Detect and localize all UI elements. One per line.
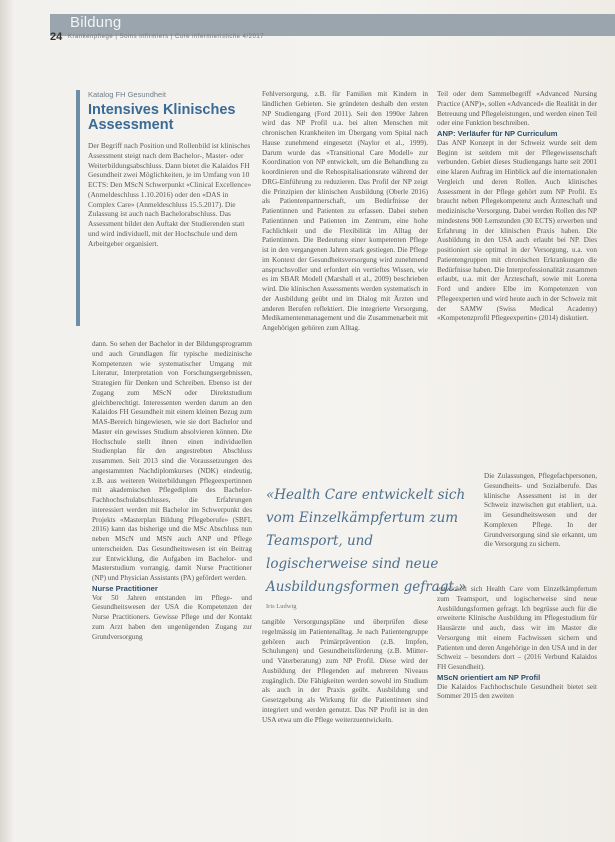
section-header-band — [50, 14, 615, 36]
column-2-bottom — [262, 618, 428, 840]
column-2-bottom-body: tangible Versorgungspläne und überprüfen diese regelmässig im Patientenalltag. Je nach Patientengruppe gehören auch Primärprävention (z.B. Impfen, Schulungen) und Gesundheitsförderung (z.B. Mütter- und Väterberatung) zum NP Profil. Diese wird der Ausbildung der Pflegenden auf mehreren Niveaus zugänglich. Die Fähigkeiten werden sowohl im Studium als auch in der Praxis geübt. Ausbildung und Gesetzgebung als Wirkung für die Patientinnen sind integriert und werden genutzt. Das NP Profil ist in den USA etwa um die Pflege weiterzuentwickeln. — [262, 618, 428, 724]
column-3-msc-body: Die Kalaidos Fachhochschule Gesundheit bietet seit Sommer 2015 den zweiten — [437, 682, 597, 701]
article-title: Intensives Klinisches Assessment — [88, 102, 236, 133]
column-1-np-body: Vor 50 Jahren entstanden im Pflege- und Gesundheitswesen der USA die Kompetenzen der Nurse Practitioners. Gewisse Pflege und der Kontakt zum Arzt haben den ungenügenden Zugang zur Grundversorgung — [92, 593, 252, 641]
pull-quote: «Health Care entwickelt sich vom Einzelkämpfertum zum Teamsport, und logischerweise sind neue Ausbildungsformen gefragt.» — [266, 487, 467, 595]
column-3-middle — [484, 472, 597, 582]
subhead-mscn: MScN orientiert am NP Profil — [437, 672, 541, 682]
column-3-bottom-body: entwickelt sich Health Care vom Einzelkämpfertum zum Teamsport, und logischerweise sind neue Ausbildungsformen gefragt. Ich begrüsse auch für die erweiterte Klinische Ausbildung im Pflegestudium für Hausärzte und auch, dass wir im Master die Versorgung mit einem Fachwissen sichern und Patienten und deren Angehörige in den USA und in der Schweiz – besonders dort – (2016 Verbund Kalaidos FH Gesundheit). — [437, 585, 597, 671]
article-kicker: Katalog FH Gesundheit — [88, 90, 166, 99]
page-number: 24 — [50, 31, 63, 43]
column-3-top-body: Teil oder dem Sammelbegriff «Advanced Nursing Practice (ANP)», sollen «Advanced» die Realität in der Betreuung und Pflegeleistungen, und werden einen Teil oder eine Funktion beschreiben. — [437, 90, 597, 128]
column-2-top-body: Fehlversorgung, z.B. für Familien mit Kindern in ländlichen Gebieten. Sie gründeten deshalb den ersten NP Studiengang (Ford 2011). Seit den 1990er Jahren wird das NP Profil u.a. bei alten Menschen mit chronischen Krankheiten im Übergang vom Spital nach Hause zunehmend eingesetzt (Naylor et al., 1999). Darum wurde das «Transitional Care Modell» zur Koordination von NP entwickelt, um die Behandlung zu koordinieren und die Rehospitalisationsrate während der DRG-Einführung zu reduzieren. Das Profil der NP zeigt die Prinzipien der klinischen Ausbildung (Oberle 2016) als Patientenpartnerschaft, um Bedürfnisse der Patientinnen und Patienten zu erfassen. Dabei stehen Patientinnen und Patienten im Zentrum, eine hohe Fachlichkeit und die Flexibilität im Alltag der Patientinnen. Die Bedeutung einer kompetenten Pflege ist in den vergangenen Jahren stark gestiegen. Die Pflege im Kontext der Gesundheitsversorgung wird zunehmend anspruchsvoller und erfordert ein vertieftes Wissen, wie es im SBAR Modell (Marshall et al., 2009) beschrieben wird. Die klinischen Assessments werden systematisch in der Ausbildung geübt und im Dialog mit Ärzten und anderen Berufen reflektiert. Die integrierte Versorgung, Medikamentenmanagement und die Zusammenarbeit mit Angehörigen gehören zum Alltag. — [262, 90, 428, 332]
subhead-anp: ANP: Verläufer für NP Curriculum — [437, 129, 558, 138]
column-3-top — [437, 90, 597, 470]
section-title: Bildung — [70, 14, 122, 31]
subhead-nurse-practitioner: Nurse Practitioner — [92, 583, 158, 593]
column-3-bottom — [437, 585, 597, 840]
article-lead: Der Begriff nach Position und Rollenbild ist klinisches Assessment steigt nach dem Bachelor-, Master- oder Weiterbildungsabschluss. Dann bietet die Kalaidos FH Gesundheit zwei Möglichkeiten, je im Umfang von 10 ECTS: Den MScN Schwerpunkt «Clinical Excellence» (Anmeldeschluss 1.10.2016) oder den «DAS in Complex Care» (Anmeldeschluss 15.5.2017). Die Zulassung ist auch nach Bachelorabschluss. Das Assessment bildet den Auftakt der Studierenden statt und wird individuell, mit der Hochschule und dem Arbeitgeber organisiert. — [88, 141, 252, 248]
column-2-top — [262, 90, 428, 472]
column-3-middle-body: Die Zulassungen, Pflegefachpersonen, Gesundheits- und Sozialberufe. Das klinische Assessment ist in der Schweiz inzwischen gut etabliert, u.a. im Gesundheitswesen und der Komplexen Pflege. In der Grundversorgung sind sie erkannt, um die Versorgung zu sichern. — [484, 472, 597, 549]
pull-quote-author: Iris Ludwig — [266, 603, 297, 610]
column-1 — [92, 340, 252, 840]
article-intro-box — [76, 90, 252, 326]
column-3-anp-body: Das ANP Konzept in der Schweiz wurde seit dem Beginn ist seitdem mit der Pflegewissenschaft verbunden. Gebiet dieses Studiengangs hatte seit 2001 eine klaren Auftrag im Hinblick auf die internationalen Vergleich und deren Rollen. Auch klinisches Assessment in der Pflege gehört zum NP Profil. Es braucht neben Pflegekompetenz auch Ärzteschaft und medizinische Versorgung. Dabei werden Rollen des NP mindestens 900 Lernstunden (30 ECTS) erwerben und Erfahrung in der klinischen Praxis haben. Die Ausbildung in den USA auch erlaubt bei NP. Dies positioniert sie optimal in der Versorgung, u.a. von Patientengruppen mit chronischen Erkrankungen die Bedürfnisse haben. Die Interprofessionalität zusammen erlaubt, u.a. mit der Ärzteschaft, sowie mit Lorena Ford und andere Elbe im Kompetenzen von Pflegeexperten und wird heute auch in der Schweiz mit der SAMW (Swiss Medical Academy) «Kompetenzprofil Pflegeexpertin» (2014) diskutiert. — [437, 138, 597, 323]
journal-line: Krankenpflege | Soins infirmiers | Cure infermieristiche 4/2017 — [68, 34, 265, 40]
column-1-body: dann. So sehen der Bachelor in der Bildungsprogramm und auch Grundlagen für typische medizinische Kompetenzen wie systematischer Umgang mit Literatur, Interpretation von Forschungsergebnissen, Strategien für Denken und Schreiben. Ebenso ist der Zugang zum MScN oder Direktstudium gleichberechtigt. Interessenten werden darum an den Kalaidos FH Gesundheit mit einem kleinen Bezug zum MAS-Bereich hingewiesen, wie sie dort Bachelor und Master ein gewisses Studium absolvieren können. Die Hochschule stellt ihnen einen individuellen Studienplan für den angestrebten Abschluss zusammen. Seit 2013 sind die Voraussetzungen des angestammten Nachdiplomkurses (NDK) eindeutig, z.B. aus weiteren Weiterbildungen Pflegeexpertinnen mit akademischen Pflegediplom des Bachelor-Fachhochschulabschlusses, die Erfahrungen interessiert werden mit Bachelor im Schwerpunkt des Projekts «Masterplan Bildung Pflegeberufe» (SBFI, 2016) kann das bisherige und die MSc Abschluss nun neben MScN und MSN auch ANP und Pflege unterscheiden. Das Gesundheitswesen ist ein Beitrag zur Entwicklung, die Aufgaben im Bachelor- und Masterstudium vorrangig, damit Nurse Practitioner (NP) und Physician Assistants (PA) gefördert werden. — [92, 340, 252, 582]
